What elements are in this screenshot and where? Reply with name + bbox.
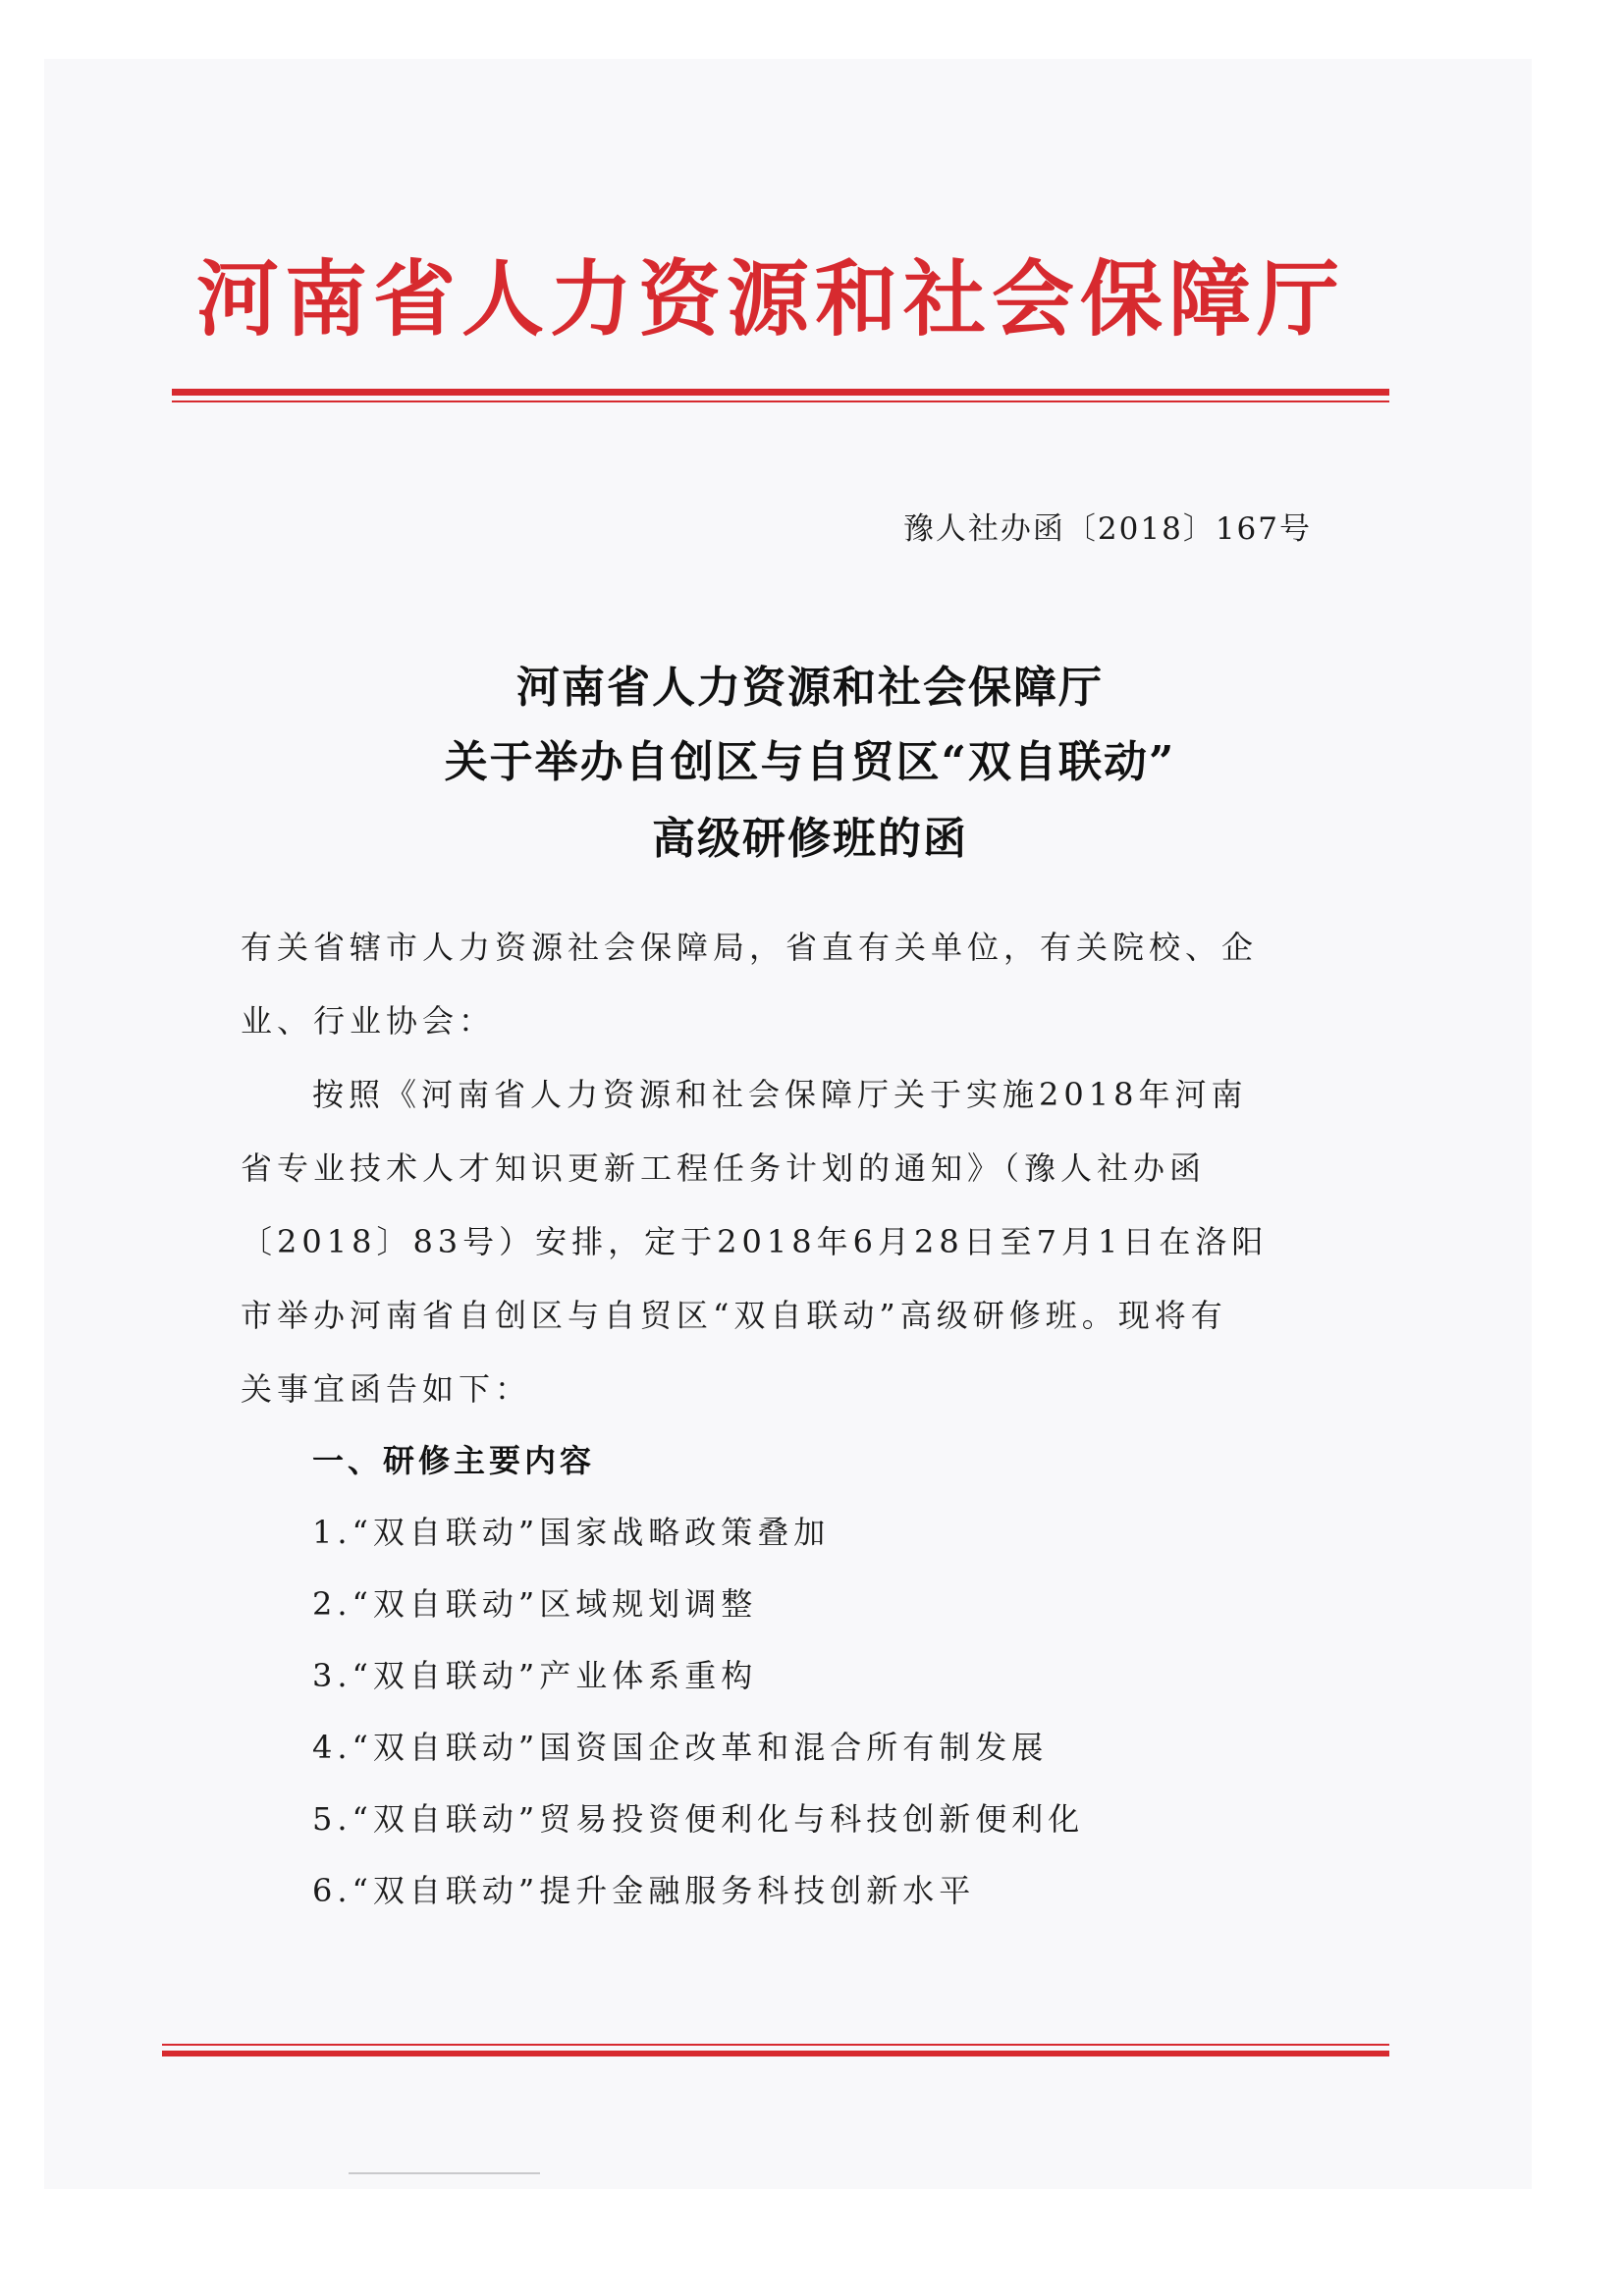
salutation-line-1: 有关省辖市人力资源社会保障局，省直有关单位，有关院校、企 (241, 929, 1259, 966)
content-item-6: 6.“双自联动”提升金融服务科技创新水平 (312, 1872, 976, 1909)
document-number: 豫人社办函〔2018〕167号 (902, 511, 1312, 547)
body-line-1: 按照《河南省人力资源和社会保障厅关于实施2018年河南 (312, 1076, 1248, 1113)
content-item-5: 5.“双自联动”贸易投资便利化与科技创新便利化 (312, 1800, 1085, 1838)
title-line-2: 关于举办自创区与自贸区“双自联动” (444, 737, 1176, 787)
content-item-4: 4.“双自联动”国资国企改革和混合所有制发展 (312, 1729, 1049, 1766)
salutation-line-2: 业、行业协会： (241, 1002, 496, 1040)
content-item-1: 1.“双自联动”国家战略政策叠加 (312, 1514, 831, 1551)
content-item-3: 3.“双自联动”产业体系重构 (312, 1657, 758, 1694)
body-line-5: 关事宜函告如下： (241, 1370, 532, 1408)
title-line-1: 河南省人力资源和社会保障厅 (516, 663, 1104, 713)
body-line-4: 市举办河南省自创区与自贸区“双自联动”高级研修班。现将有 (241, 1297, 1227, 1334)
footer-rule-thick (162, 2051, 1389, 2056)
scan-fold-mark (349, 2172, 540, 2174)
title-line-3: 高级研修班的函 (652, 814, 968, 864)
body-line-3: 〔2018〕83号）安排，定于2018年6月28日至7月1日在洛阳 (241, 1223, 1269, 1260)
section-heading-1: 一、研修主要内容 (312, 1442, 596, 1479)
content-item-2: 2.“双自联动”区域规划调整 (312, 1585, 758, 1623)
body-line-2: 省专业技术人才知识更新工程任务计划的通知》（豫人社办函 (241, 1149, 1207, 1187)
letterhead-rule-thin (172, 400, 1389, 402)
footer-rule-thin (162, 2044, 1389, 2046)
letterhead-title: 河南省人力资源和社会保障厅 (195, 250, 1345, 347)
letterhead-rule-thick (172, 389, 1389, 396)
